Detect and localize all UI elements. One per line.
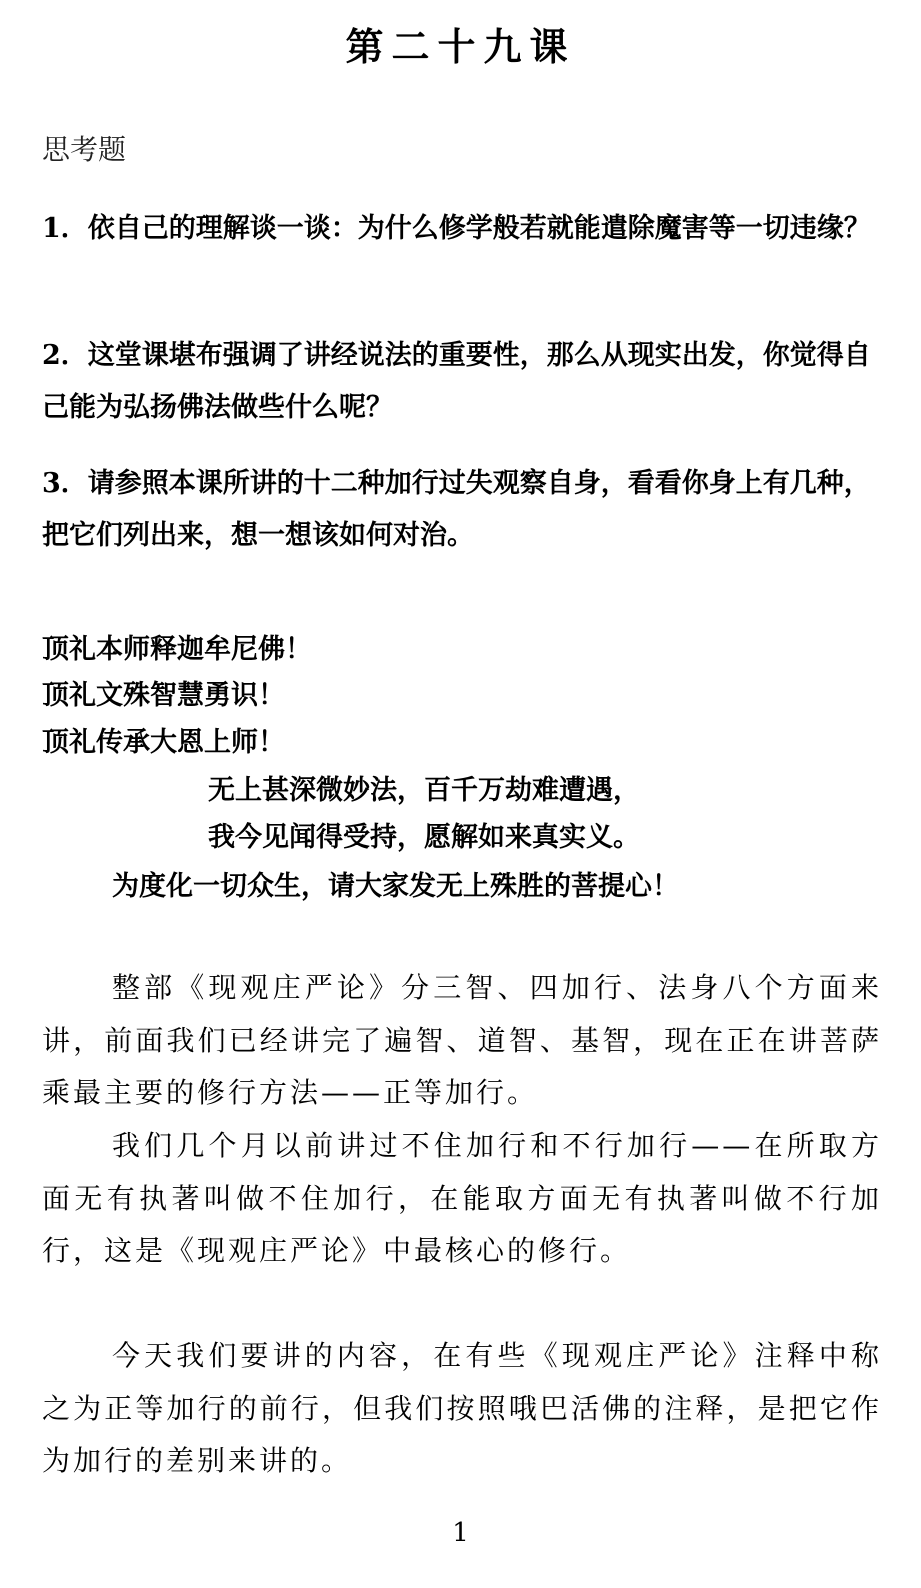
question-3: 3．请参照本课所讲的十二种加行过失观察自身，看看你身上有几种，把它们列出来，想一想该如何对治。 — [42, 468, 871, 551]
verse-line-1: 无上甚深微妙法，百千万劫难遭遇， — [208, 775, 640, 806]
body-paragraph-1: 整部《现观庄严论》分三智、四加行、法身八个方面来讲，前面我们已经讲完了遍智、道智、基智，现在正在讲菩萨乘最主要的修行方法——正等加行。 — [42, 971, 882, 1109]
homage-line-2: 顶礼文殊智慧勇识！ — [42, 680, 285, 711]
homage-line-3: 顶礼传承大恩上师！ — [42, 727, 285, 758]
bodhicitta-line: 为度化一切众生，请大家发无上殊胜的菩提心！ — [112, 871, 679, 902]
body-paragraph-2: 我们几个月以前讲过不住加行和不行加行——在所取方面无有执著叫做不住加行，在能取方面无有执著叫做不行加行，这是《现观庄严论》中最核心的修行。 — [42, 1129, 882, 1267]
question-2: 2．这堂课堪布强调了讲经说法的重要性，那么从现实出发，你觉得自己能为弘扬佛法做些什么呢？ — [42, 340, 871, 423]
homage-line-1: 顶礼本师释迦牟尼佛！ — [42, 634, 312, 665]
question-1: 1．依自己的理解谈一谈：为什么修学般若就能遣除魔害等一切违缘？ — [42, 213, 871, 244]
page-number: 1 — [452, 1518, 469, 1548]
lesson-title: 第二十九课 — [345, 24, 576, 69]
body-paragraph-3: 今天我们要讲的内容，在有些《现观庄严论》注释中称之为正等加行的前行，但我们按照哦巴活佛的注释，是把它作为加行的差别来讲的。 — [42, 1339, 882, 1477]
verse-line-2: 我今见闻得受持，愿解如来真实义。 — [208, 822, 640, 853]
questions-heading: 思考题 — [42, 133, 127, 166]
